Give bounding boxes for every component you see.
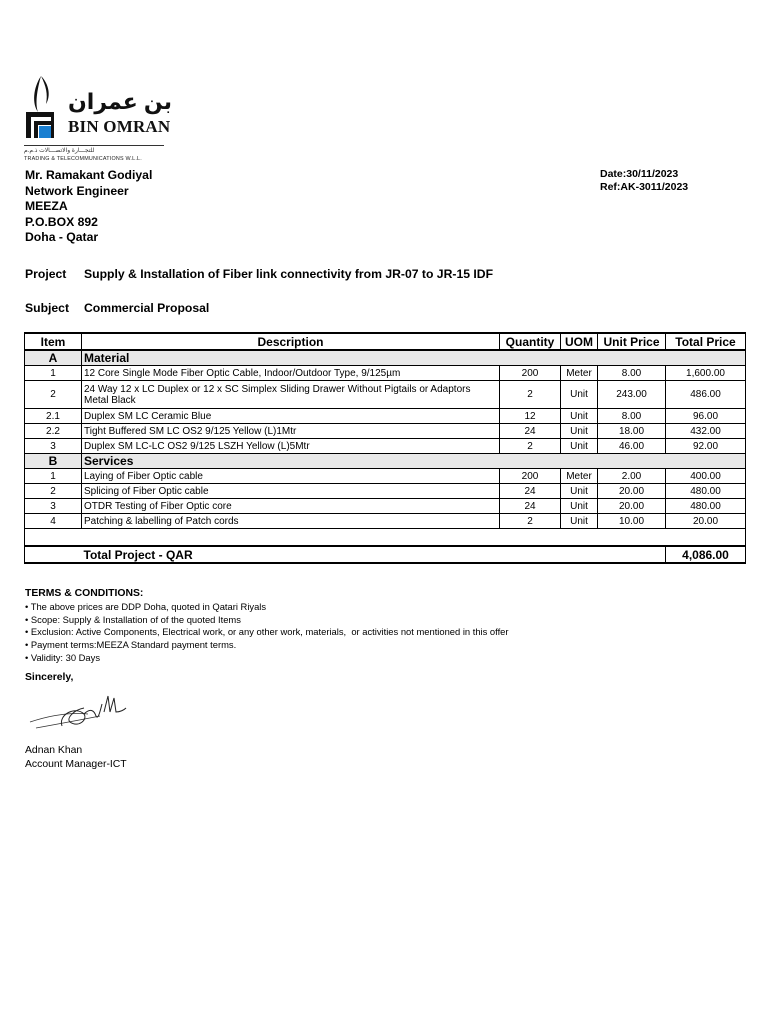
quotation-table (24, 332, 746, 564)
section-name: Material (82, 350, 746, 366)
logo-emblem-icon (24, 74, 64, 140)
cell-uom: Unit (561, 439, 598, 454)
cell-unit-price: 20.00 (598, 484, 666, 499)
cell-uom: Unit (561, 424, 598, 439)
recipient-address (25, 168, 152, 246)
cell-item: 1 (25, 469, 82, 484)
logo-arabic-name: بن عمران (68, 89, 172, 114)
section-code: B (25, 454, 82, 469)
table-row (25, 439, 746, 454)
terms-block (25, 588, 509, 665)
cell-uom: Meter (561, 366, 598, 381)
table-row (25, 499, 746, 514)
table-row (25, 381, 746, 409)
section-code: A (25, 350, 82, 366)
cell-description: 24 Way 12 x LC Duplex or 12 x SC Simplex Sliding Drawer Without Pigtails or Adaptors Metal Black (82, 381, 500, 409)
cell-quantity: 200 (500, 469, 561, 484)
table-row (25, 469, 746, 484)
signature-icon (28, 690, 128, 736)
total-value: 4,086.00 (666, 546, 746, 563)
recipient-title: Network Engineer (25, 183, 129, 198)
cell-unit-price: 10.00 (598, 514, 666, 529)
cell-item: 2.1 (25, 409, 82, 424)
recipient-pobox: P.O.BOX 892 (25, 214, 98, 229)
table-row (25, 514, 746, 529)
document-ref: Ref:AK-3011/2023 (600, 181, 689, 193)
cell-quantity: 24 (500, 499, 561, 514)
recipient-company: MEEZA (25, 199, 68, 214)
terms-item: • Payment terms:MEEZA Standard payment terms. (25, 639, 237, 651)
cell-uom: Unit (561, 409, 598, 424)
cell-item: 3 (25, 439, 82, 454)
cell-uom: Unit (561, 381, 598, 409)
cell-quantity: 12 (500, 409, 561, 424)
cell-item: 2 (25, 484, 82, 499)
cell-unit-price: 18.00 (598, 424, 666, 439)
cell-description: Patching & labelling of Patch cords (82, 514, 500, 529)
header-quantity: Quantity (500, 333, 561, 350)
document-date: Date:30/11/2023 (600, 168, 679, 180)
table-row (25, 409, 746, 424)
total-empty-cell (25, 546, 82, 563)
total-label: Total Project - QAR (82, 546, 666, 563)
cell-unit-price: 8.00 (598, 366, 666, 381)
cell-uom: Unit (561, 499, 598, 514)
cell-total-price: 96.00 (666, 409, 746, 424)
cell-item: 1 (25, 366, 82, 381)
terms-item: • The above prices are DDP Doha, quoted in Qatari Riyals (25, 600, 267, 612)
cell-uom: Unit (561, 484, 598, 499)
cell-total-price: 480.00 (666, 499, 746, 514)
cell-total-price: 486.00 (666, 381, 746, 409)
cell-quantity: 2 (500, 514, 561, 529)
project-label: Project (25, 267, 67, 281)
cell-item: 2.2 (25, 424, 82, 439)
section-row-material (25, 350, 746, 366)
signer-name: Adnan Khan (25, 745, 83, 756)
header-total-price: Total Price (666, 333, 746, 350)
terms-item: • Exclusion: Active Components, Electrical work, or any other work, materials, or activities not mentioned in this offer (25, 626, 509, 638)
subject-label: Subject (25, 301, 70, 315)
cell-total-price: 400.00 (666, 469, 746, 484)
cell-quantity: 200 (500, 366, 561, 381)
section-row-services (25, 454, 746, 469)
signer-title: Account Manager-ICT (25, 758, 127, 770)
table-row (25, 484, 746, 499)
cell-description: Laying of Fiber Optic cable (82, 469, 500, 484)
cell-item: 2 (25, 381, 82, 409)
cell-quantity: 24 (500, 484, 561, 499)
cell-unit-price: 46.00 (598, 439, 666, 454)
table-row (25, 366, 746, 381)
cell-total-price: 432.00 (666, 424, 746, 439)
cell-description: OTDR Testing of Fiber Optic core (82, 499, 500, 514)
terms-item: • Scope: Supply & Installation of of the quoted Items (25, 613, 241, 625)
header-description: Description (82, 333, 500, 350)
project-value: Supply & Installation of Fiber link connectivity from JR-07 to JR-15 IDF (84, 267, 494, 281)
terms-title: TERMS & CONDITIONS: (25, 588, 144, 599)
total-row (25, 546, 746, 563)
recipient-city: Doha - Qatar (25, 230, 99, 245)
cell-uom: Meter (561, 469, 598, 484)
table-header-row (25, 333, 746, 350)
cell-item: 4 (25, 514, 82, 529)
terms-item: • Validity: 30 Days (25, 651, 101, 663)
cell-total-price: 92.00 (666, 439, 746, 454)
cell-total-price: 20.00 (666, 514, 746, 529)
cell-total-price: 480.00 (666, 484, 746, 499)
header-unit-price: Unit Price (598, 333, 666, 350)
header-uom: UOM (561, 333, 598, 350)
date-ref-block (600, 168, 688, 194)
cell-unit-price: 20.00 (598, 499, 666, 514)
cell-unit-price: 2.00 (598, 469, 666, 484)
cell-description: Duplex SM LC-LC OS2 9/125 LSZH Yellow (L)5Mtr (82, 439, 500, 454)
cell-quantity: 2 (500, 381, 561, 409)
section-name: Services (82, 454, 746, 469)
logo-arabic-tagline: للتجـــارة والاتصـــالات ذ.م.م (24, 148, 95, 154)
cell-unit-price: 8.00 (598, 409, 666, 424)
spacer-cell (25, 529, 746, 547)
cell-uom: Unit (561, 514, 598, 529)
signer-block (25, 744, 127, 771)
cell-description: Tight Buffered SM LC OS2 9/125 Yellow (L)1Mtr (82, 424, 500, 439)
cell-description: Splicing of Fiber Optic cable (82, 484, 500, 499)
closing-sincerely: Sincerely, (25, 672, 74, 683)
logo-english-name: BIN OMRAN (68, 117, 171, 136)
logo-tagline: TRADING & TELECOMMUNICATIONS W.L.L. (24, 156, 142, 162)
cell-quantity: 2 (500, 439, 561, 454)
recipient-name: Mr. Ramakant Godiyal (25, 168, 153, 182)
cell-quantity: 24 (500, 424, 561, 439)
table-spacer-row (25, 529, 746, 547)
cell-description: Duplex SM LC Ceramic Blue (82, 409, 500, 424)
cell-unit-price: 243.00 (598, 381, 666, 409)
header-item: Item (25, 333, 82, 350)
company-logo (24, 74, 170, 166)
logo-divider (24, 145, 164, 146)
table-row (25, 424, 746, 439)
subject-value: Commercial Proposal (84, 301, 210, 315)
cell-total-price: 1,600.00 (666, 366, 746, 381)
cell-description: 12 Core Single Mode Fiber Optic Cable, Indoor/Outdoor Type, 9/125µm (82, 366, 500, 381)
cell-item: 3 (25, 499, 82, 514)
